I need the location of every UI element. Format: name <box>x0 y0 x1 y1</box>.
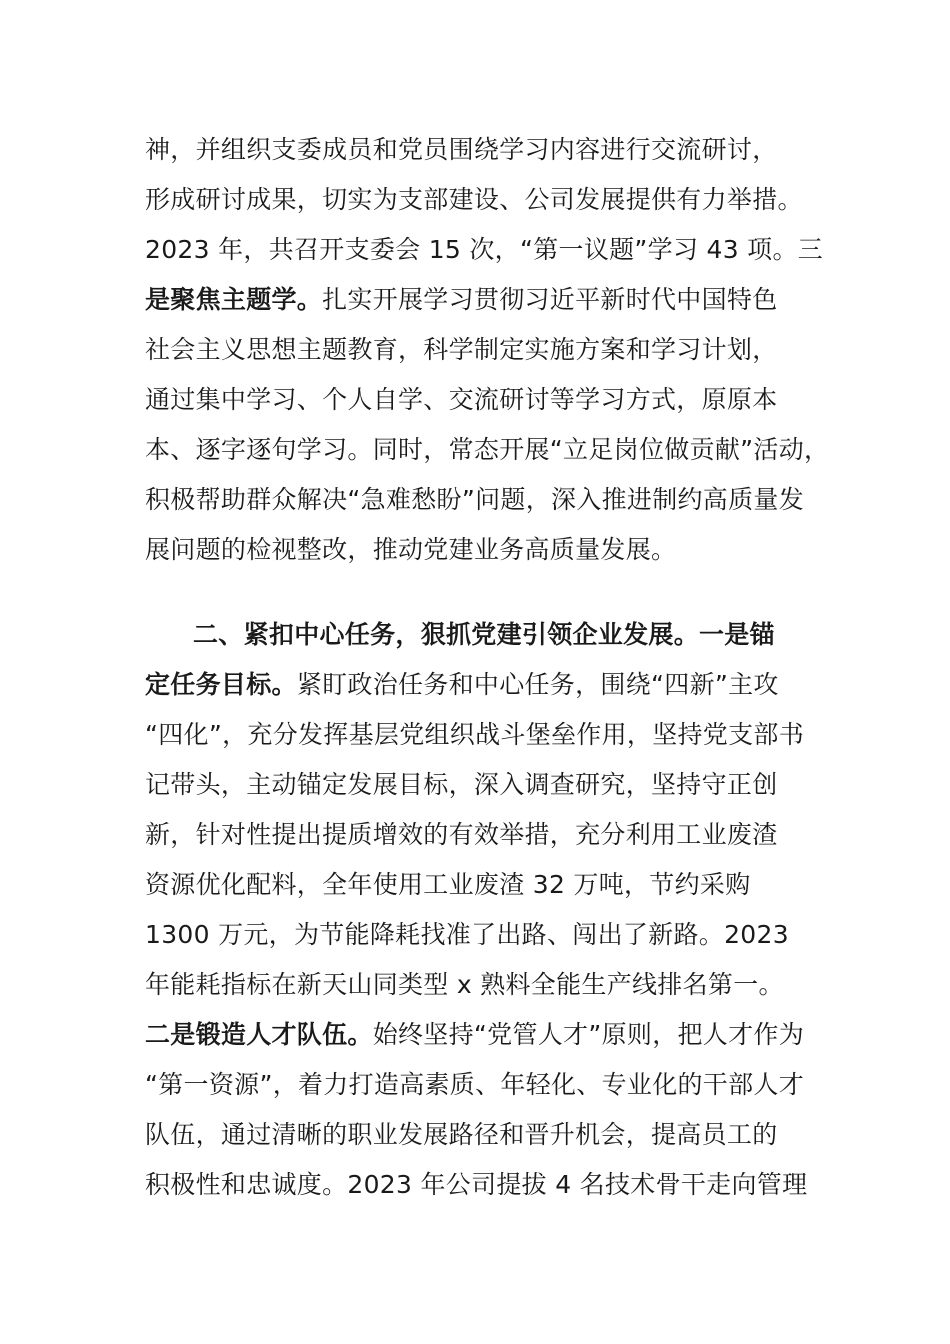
line-text: “四化”，充分发挥基层党组织战斗堡垒作用，坚持党支部书 <box>145 720 805 749</box>
text-line <box>145 765 778 805</box>
text-line <box>145 280 778 320</box>
bold-heading: 二是锻造人才队伍。 <box>145 1020 373 1049</box>
text-line <box>145 380 778 420</box>
section-heading: 二、紧扣中心任务，狠抓党建引领企业发展。一是锚 <box>193 620 775 649</box>
text-line <box>145 480 804 520</box>
text-line <box>145 915 789 955</box>
text-line <box>145 665 779 705</box>
text-line <box>145 1115 778 1155</box>
line-text: 积极性和忠诚度。2023 年公司提拔 4 名技术骨干走向管理 <box>145 1170 808 1199</box>
text-line <box>145 130 778 170</box>
line-text: “第一资源”，着力打造高素质、年轻化、专业化的干部人才 <box>145 1070 805 1099</box>
text-line <box>145 530 676 570</box>
text-line <box>145 180 803 220</box>
text-line <box>145 715 804 755</box>
line-text: 年能耗指标在新天山同类型 x 熟料全能生产线排名第一。 <box>145 970 784 999</box>
line-text: 资源优化配料，全年使用工业废渣 32 万吨，节约采购 <box>145 870 751 899</box>
bold-heading: 是聚焦主题学。 <box>145 285 323 314</box>
text-line <box>145 965 784 1005</box>
line-text: 神，并组织支委成员和党员围绕学习内容进行交流研讨， <box>145 135 778 164</box>
text-line <box>145 430 829 470</box>
line-text: 扎实开展学习贯彻习近平新时代中国特色 <box>322 285 778 314</box>
line-text: 新，针对性提出提质增效的有效举措，充分利用工业废渣 <box>145 820 778 849</box>
text-line <box>145 330 778 370</box>
line-text: 积极帮助群众解决“急难愁盼”问题，深入推进制约高质量发 <box>145 485 805 514</box>
text-line <box>145 865 751 905</box>
line-text: 2023 年，共召开支委会 15 次，“第一议题”学习 43 项。三 <box>145 235 824 264</box>
line-text: 记带头，主动锚定发展目标，深入调查研究，坚持守正创 <box>145 770 778 799</box>
text-line <box>145 1015 804 1055</box>
line-text: 形成研讨成果，切实为支部建设、公司发展提供有力举措。 <box>145 185 803 214</box>
line-text: 始终坚持“党管人才”原则，把人才作为 <box>372 1020 805 1049</box>
line-text: 队伍，通过清晰的职业发展路径和晋升机会，提高员工的 <box>145 1120 778 1149</box>
text-line <box>145 230 823 270</box>
line-text: 1300 万元，为节能降耗找准了出路、闯出了新路。2023 <box>145 920 789 949</box>
text-line <box>193 615 775 655</box>
text-line <box>145 1065 804 1105</box>
line-text: 社会主义思想主题教育，科学制定实施方案和学习计划， <box>145 335 778 364</box>
text-line <box>145 1165 807 1205</box>
line-text: 紧盯政治任务和中心任务，围绕“四新”主攻 <box>296 670 779 699</box>
line-text: 通过集中学习、个人自学、交流研讨等学习方式，原原本 <box>145 385 778 414</box>
line-text: 展问题的检视整改，推动党建业务高质量发展。 <box>145 535 677 564</box>
bold-heading: 定任务目标。 <box>145 670 297 699</box>
text-line <box>145 815 778 855</box>
line-text: 本、逐字逐句学习。同时，常态开展“立足岗位做贡献”活动， <box>145 435 830 464</box>
